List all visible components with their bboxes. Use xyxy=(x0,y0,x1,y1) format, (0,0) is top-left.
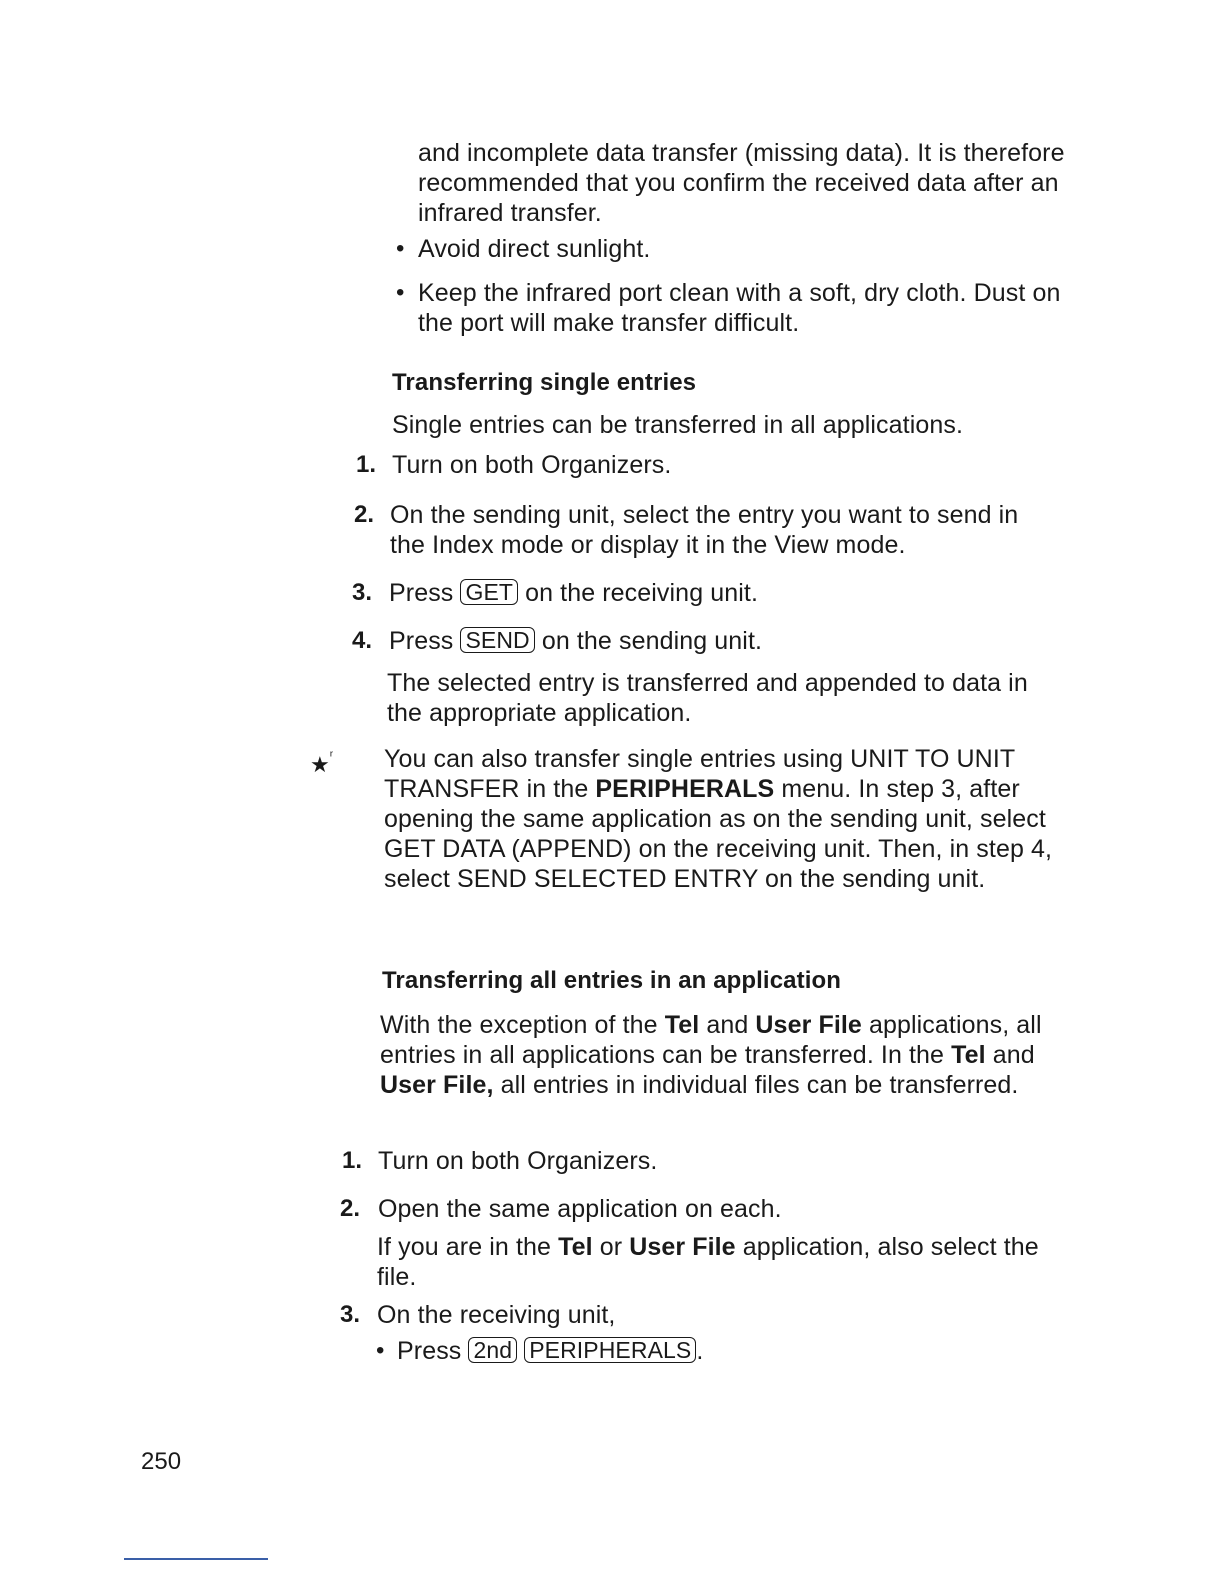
bullet-avoid-sunlight: Avoid direct sunlight. xyxy=(418,235,651,263)
bullet-dot: • xyxy=(396,279,405,306)
step-number: 1. xyxy=(342,1147,363,1174)
intro-bold: User File, xyxy=(380,1071,494,1099)
step-select-file xyxy=(377,1232,1057,1292)
step-text: Press xyxy=(389,579,454,607)
step-text: on the sending unit. xyxy=(541,627,763,655)
page-number: 250 xyxy=(141,1448,182,1475)
step-turn-on-both: Turn on both Organizers. xyxy=(378,1147,658,1175)
step-number: 3. xyxy=(340,1301,361,1328)
note-text: You can also transfer single entries using UNIT TO UNIT TRANSFER in the xyxy=(384,745,1015,803)
step-text: on the receiving unit. xyxy=(525,579,758,607)
step-press-peripherals xyxy=(397,1336,1077,1366)
continuation-paragraph: and incomplete data transfer (missing data). It is therefore recommended that you confirm the received data after an infrared transfer. xyxy=(418,139,1065,227)
tip-note xyxy=(384,744,1064,894)
intro-text: applications, all entries in all applications can be transferred. In the xyxy=(380,1011,1042,1069)
section-intro-single-entries: Single entries can be transferred in all applications. xyxy=(392,411,964,439)
step-number: 2. xyxy=(354,501,375,528)
step-turn-on: Turn on both Organizers. xyxy=(392,451,672,479)
intro-text: and xyxy=(992,1041,1035,1069)
bullet-dot: • xyxy=(396,235,405,262)
section-heading-all-entries: Transferring all entries in an application xyxy=(382,967,841,994)
section-heading-single-entries: Transferring single entries xyxy=(392,369,697,396)
bullet-dot: • xyxy=(376,1337,385,1364)
step-result-text: The selected entry is transferred and appended to data in the appropriate application. xyxy=(387,669,1028,727)
send-key: SEND xyxy=(460,627,534,653)
step-text: application, also select the file. xyxy=(377,1233,1039,1291)
step-bold: User File xyxy=(629,1233,736,1261)
bullet-keep-port-clean: Keep the infrared port clean with a soft, dry cloth. Dust on the port will make transfer difficult. xyxy=(418,279,1061,337)
intro-text: With the exception of the xyxy=(380,1011,658,1039)
step-text: or xyxy=(599,1233,623,1261)
step-press-get xyxy=(389,578,1059,608)
step-number: 4. xyxy=(352,627,373,654)
intro-text: all entries in individual files can be transferred. xyxy=(500,1071,1019,1099)
step-text: Press xyxy=(397,1337,462,1365)
star-icon: ★$^ʳ$ xyxy=(310,747,334,777)
step-open-application: Open the same application on each. xyxy=(378,1195,782,1223)
note-text: menu. In step 3, after opening the same application as on the sending unit, select GET DATA (APPEND) on the receiving unit. Then, in step 4, select SEND SELECTED ENTRY on the sending unit. xyxy=(384,775,1053,893)
intro-bold: Tel xyxy=(951,1041,986,1069)
intro-text: and xyxy=(706,1011,749,1039)
step-press-send xyxy=(389,626,1059,656)
footer-rule xyxy=(124,1558,268,1560)
step-receiving-unit: On the receiving unit, xyxy=(377,1301,616,1329)
intro-bold: Tel xyxy=(664,1011,700,1039)
step-text: If you are in the xyxy=(377,1233,552,1261)
step-text: . xyxy=(696,1337,704,1365)
step-number: 1. xyxy=(356,451,377,478)
step-number: 3. xyxy=(352,579,373,606)
section-intro-all-entries xyxy=(380,1010,1070,1100)
step-bold: Tel xyxy=(558,1233,593,1261)
step-select-entry: On the sending unit, select the entry you want to send in the Index mode or display it in the View mode. xyxy=(390,501,1019,559)
note-bold: PERIPHERALS xyxy=(595,775,775,803)
step-text: Press xyxy=(389,627,454,655)
intro-bold: User File xyxy=(755,1011,862,1039)
step-number: 2. xyxy=(340,1195,361,1222)
2nd-key: 2nd xyxy=(468,1337,517,1363)
peripherals-key: PERIPHERALS xyxy=(524,1337,696,1363)
get-key: GET xyxy=(460,579,518,605)
